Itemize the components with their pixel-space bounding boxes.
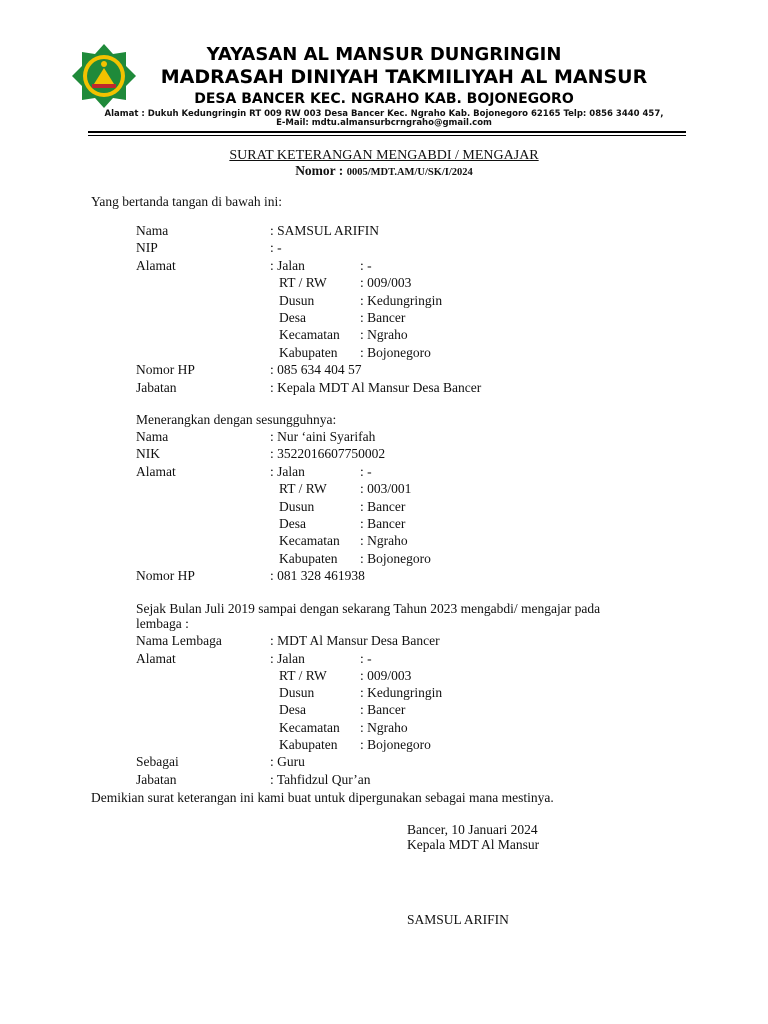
signer-nama: : SAMSUL ARIFIN: [270, 223, 380, 238]
inst-dusun-label: Dusun: [279, 685, 315, 700]
subject-dusun: : Bancer: [360, 499, 406, 514]
signer-jabatan: : Kepala MDT Al Mansur Desa Bancer: [270, 380, 482, 395]
signer-kab-label: Kabupaten: [279, 345, 338, 360]
signer-jabatan-label: Jabatan: [136, 380, 177, 395]
signer-position: Kepala MDT Al Mansur: [407, 837, 540, 852]
subject-nama-label: Nama: [136, 429, 169, 444]
inst-nama-label: Nama Lembaga: [136, 633, 222, 648]
subject-kab-label: Kabupaten: [279, 551, 338, 566]
inst-sebagai-label: Sebagai: [136, 754, 179, 769]
inst-sebagai: : Guru: [270, 754, 305, 769]
madrasah-name: MADRASAH DINIYAH TAKMILIYAH AL MANSUR: [160, 66, 648, 88]
inst-jabatan-label: Jabatan: [136, 772, 177, 787]
signer-hp: : 085 634 404 57: [270, 362, 362, 377]
inst-jalan-label: : Jalan: [270, 651, 305, 666]
subject-dusun-label: Dusun: [279, 499, 315, 514]
service-line-2: lembaga :: [136, 616, 189, 631]
inst-jabatan: : Tahfidzul Qur’an: [270, 772, 371, 787]
signer-dusun-label: Dusun: [279, 293, 315, 308]
subject-kab: : Bojonegoro: [360, 551, 431, 566]
address-line: Alamat : Dukuh Kedungringin RT 009 RW 003 Desa Bancer Kec. Ngraho Kab. Bojonegoro 62165 Telp: 0856 3440 457,: [104, 109, 664, 119]
subject-kec: : Ngraho: [360, 533, 408, 548]
email-line: E-Mail: mdtu.almansurbcrngraho@gmail.com: [276, 118, 492, 128]
inst-kec: : Ngraho: [360, 720, 408, 735]
subject-jalan-label: : Jalan: [270, 464, 305, 479]
inst-rtrw: : 009/003: [360, 668, 412, 683]
subject-desa: : Bancer: [360, 516, 406, 531]
signer-nama-label: Nama: [136, 223, 169, 238]
subject-nik-label: NIK: [136, 446, 160, 461]
signer-kec: : Ngraho: [360, 327, 408, 342]
document-title: SURAT KETERANGAN MENGABDI / MENGAJAR: [229, 148, 539, 163]
service-line-1: Sejak Bulan Juli 2019 sampai dengan sekarang Tahun 2023 mengabdi/ mengajar pada: [136, 601, 601, 616]
signer-alamat-label: Alamat: [136, 258, 176, 273]
declare-text: Menerangkan dengan sesungguhnya:: [136, 412, 337, 427]
subject-nama: : Nur ‘aini Syarifah: [270, 429, 376, 444]
inst-rtrw-label: RT / RW: [279, 668, 327, 683]
inst-desa-label: Desa: [279, 702, 306, 717]
header-rule: [88, 131, 686, 133]
intro-text: Yang bertanda tangan di bawah ini:: [91, 194, 282, 209]
signer-jalan-label: : Jalan: [270, 258, 305, 273]
signer-rtrw: : 009/003: [360, 275, 412, 290]
foundation-name: YAYASAN AL MANSUR DUNGRINGIN: [206, 44, 562, 65]
signer-desa: : Bancer: [360, 310, 406, 325]
subject-rtrw: : 003/001: [360, 481, 412, 496]
number-label: Nomor :: [295, 163, 344, 178]
inst-dusun: : Kedungringin: [360, 685, 443, 700]
inst-nama: : MDT Al Mansur Desa Bancer: [270, 633, 440, 648]
number-value: 0005/MDT.AM/U/SK/I/2024: [346, 167, 473, 178]
inst-alamat-label: Alamat: [136, 651, 176, 666]
subject-jalan: : -: [360, 464, 372, 479]
closing-text: Demikian surat keterangan ini kami buat untuk dipergunakan sebagai mana mestinya.: [91, 790, 554, 805]
subject-alamat-label: Alamat: [136, 464, 176, 479]
signer-kab: : Bojonegoro: [360, 345, 431, 360]
signer-nip: : -: [270, 240, 282, 255]
inst-kab: : Bojonegoro: [360, 737, 431, 752]
subject-hp-label: Nomor HP: [136, 568, 195, 583]
signer-jalan: : -: [360, 258, 372, 273]
document-number: [0, 163, 768, 179]
signer-dusun: : Kedungringin: [360, 293, 443, 308]
signature-name: SAMSUL ARIFIN: [407, 912, 509, 927]
inst-jalan: : -: [360, 651, 372, 666]
subject-hp: : 081 328 461938: [270, 568, 365, 583]
location-line: DESA BANCER KEC. NGRAHO KAB. BOJONEGORO: [194, 91, 574, 107]
header-rule-thin: [88, 135, 686, 136]
inst-desa: : Bancer: [360, 702, 406, 717]
subject-kec-label: Kecamatan: [279, 533, 340, 548]
inst-kec-label: Kecamatan: [279, 720, 340, 735]
signer-rtrw-label: RT / RW: [279, 275, 327, 290]
signer-hp-label: Nomor HP: [136, 362, 195, 377]
subject-desa-label: Desa: [279, 516, 306, 531]
inst-kab-label: Kabupaten: [279, 737, 338, 752]
signer-nip-label: NIP: [136, 240, 158, 255]
signer-desa-label: Desa: [279, 310, 306, 325]
signer-kec-label: Kecamatan: [279, 327, 340, 342]
subject-nik: : 3522016607750002: [270, 446, 386, 461]
subject-rtrw-label: RT / RW: [279, 481, 327, 496]
place-date: Bancer, 10 Januari 2024: [407, 822, 538, 837]
